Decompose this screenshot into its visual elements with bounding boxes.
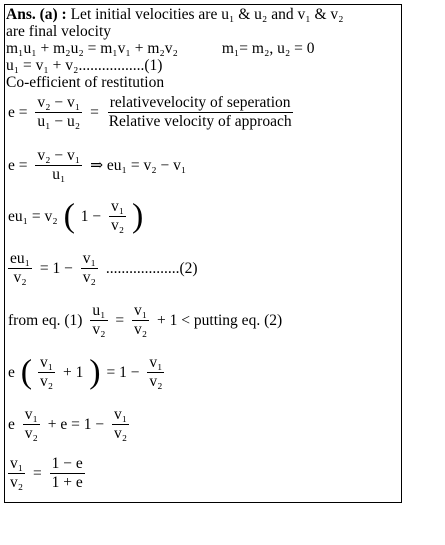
- fraction: $\frac{\text{relativevelocity of seperation}}{\text{Relative velocity of approach}}$: [108, 94, 292, 130]
- fraction: $\frac{\text{eu₁}}{\text{v₂}}$: [10, 250, 31, 286]
- fraction: $\frac{\text{v₂ − v₁}}{\text{u₁ − u₂}}$: [37, 94, 81, 130]
- fraction: $\frac{\text{v₁}}{\text{v₂}}$: [114, 406, 128, 442]
- e-definition: e = $\frac{\text{v₂ − v₁}}{\text{u₁ − u₂}}$ = $\frac{\text{relativevelocity of seperation}}{\text{Relative velocity of approach}}$: [8, 94, 292, 130]
- e-step-6: e ( $\frac{\text{v₁}}{\text{v₂}}$ + 1 ) = 1 − $\frac{\text{v₁}}{\text{v₂}}$: [8, 353, 163, 391]
- fraction: $\frac{\text{v₁}}{\text{v₂}}$: [10, 455, 24, 491]
- e-step-3: eu₁ = v₂ ( 1 − $\frac{\text{v₁}}{\text{v₂}}$ ): [8, 197, 144, 235]
- fraction: $\frac{\text{v₁}}{\text{v₂}}$: [111, 198, 125, 234]
- fraction: $\frac{\text{v₁}}{\text{v₂}}$: [149, 354, 163, 390]
- e-step-8: $\frac{\text{v₁}}{\text{v₂}}$ = $\frac{1 - e}{1 + e}$: [10, 455, 83, 491]
- fraction: $\frac{\text{u₁}}{\text{v₂}}$: [92, 302, 106, 338]
- answer-label: Ans. (a) :: [6, 6, 67, 23]
- momentum-line: [6, 40, 315, 58]
- fraction: $\frac{\text{v₁}}{\text{v₂}}$: [134, 302, 148, 338]
- fraction: $\frac{\text{v₁}}{\text{v₂}}$: [24, 406, 38, 442]
- fraction: $\frac{\text{v₁}}{\text{v₂}}$: [82, 250, 96, 286]
- intro-line-2: are final velocity: [6, 23, 112, 40]
- fraction: $\frac{\text{v₂ − v₁}}{\text{u₁}}$: [37, 147, 81, 183]
- e-step-5: from eq. (1) $\frac{\text{u₁}}{\text{v₂}}$ = $\frac{\text{v₁}}{\text{v₂}}$ + 1 < putting eq. (2): [8, 302, 283, 338]
- e-step-7: e $\frac{\text{v₁}}{\text{v₂}}$ + e = 1 − $\frac{\text{v₁}}{\text{v₂}}$: [8, 406, 128, 442]
- equation-1: u₁ = v₁ + v₂.................(1): [6, 57, 163, 74]
- intro-line-1: [6, 6, 344, 24]
- e-step-2: e = $\frac{\text{v₂ − v₁}}{\text{u₁}}$ ⇒ eu₁ = v₂ − v₁: [8, 147, 187, 183]
- fraction: $\frac{1 - e}{1 + e}$: [51, 455, 83, 491]
- intro-text-1: Let initial velocities are u₁ & u₂ and v₁ & v₂: [70, 6, 344, 23]
- fraction: $\frac{\text{v₁}}{\text{v₂}}$: [39, 354, 54, 390]
- momentum-equation: m₁u₁ + m₂u₂ = m₁v₁ + m₂v₂: [6, 40, 178, 57]
- e-step-4: $\frac{\text{eu₁}}{\text{v₂}}$ = 1 − $\frac{\text{v₁}}{\text{v₂}}$ ...................(2): [10, 250, 198, 286]
- mass-condition: m₁= m₂, u₂ = 0: [221, 40, 315, 57]
- restitution-title: Co-efficient of restitution: [6, 74, 165, 91]
